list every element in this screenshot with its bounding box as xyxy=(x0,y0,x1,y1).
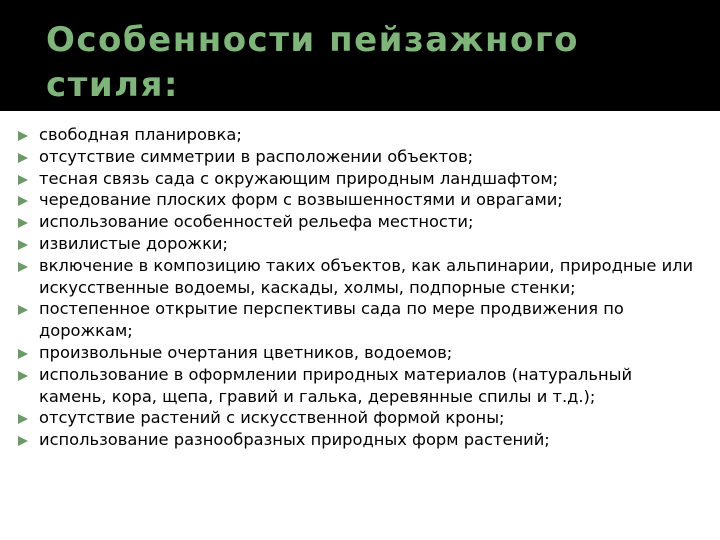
triangle-bullet-icon xyxy=(18,131,28,141)
bullet-text: постепенное открытие перспективы сада по мере продвижения по дорожкам; xyxy=(39,299,624,341)
bullet-text: использование в оформлении природных материалов (натуральный камень, кора, щепа, гравий и галька, деревянные спилы и т.д.); xyxy=(39,364,633,406)
bullet-item xyxy=(18,407,698,429)
bullet-item xyxy=(18,342,698,364)
triangle-bullet-icon xyxy=(18,305,28,315)
triangle-bullet-icon xyxy=(18,175,28,185)
triangle-bullet-icon xyxy=(18,153,28,163)
bullet-text: извилистые дорожки; xyxy=(39,233,228,253)
bullet-item xyxy=(18,168,698,190)
bullet-item xyxy=(18,124,698,146)
bullet-item xyxy=(18,146,698,168)
bullet-text: тесная связь сада с окружающим природным ландшафтом; xyxy=(39,168,559,188)
triangle-bullet-icon xyxy=(18,436,28,446)
triangle-bullet-icon xyxy=(18,262,28,272)
bullet-item xyxy=(18,255,698,299)
bullet-text: использование особенностей рельефа местности; xyxy=(39,212,474,232)
bullet-item xyxy=(18,429,698,451)
bullet-item xyxy=(18,233,698,255)
slide-title: Особенности пейзажного стиля: xyxy=(46,20,579,105)
bullet-text: отсутствие симметрии в расположении объектов; xyxy=(39,146,474,166)
title-bar xyxy=(0,0,720,111)
bullet-text: чередование плоских форм с возвышенностями и оврагами; xyxy=(39,190,563,210)
triangle-bullet-icon xyxy=(18,414,28,424)
bullet-text: включение в композицию таких объектов, как альпинарии, природные или искусственные водоемы, каскады, холмы, подпорные стенки; xyxy=(39,255,694,297)
bullet-text: использование разнообразных природных форм растений; xyxy=(39,430,550,450)
bullet-item xyxy=(18,364,698,408)
triangle-bullet-icon xyxy=(18,196,28,206)
triangle-bullet-icon xyxy=(18,371,28,381)
bullet-item xyxy=(18,189,698,211)
triangle-bullet-icon xyxy=(18,240,28,250)
bullet-text: отсутствие растений с искусственной формой кроны; xyxy=(39,408,505,428)
bullet-text: произвольные очертания цветников, водоемов; xyxy=(39,342,453,362)
triangle-bullet-icon xyxy=(18,218,28,228)
bullet-list xyxy=(18,124,698,451)
bullet-item xyxy=(18,298,698,342)
triangle-bullet-icon xyxy=(18,349,28,359)
bullet-item xyxy=(18,211,698,233)
bullet-text: свободная планировка; xyxy=(39,125,242,144)
